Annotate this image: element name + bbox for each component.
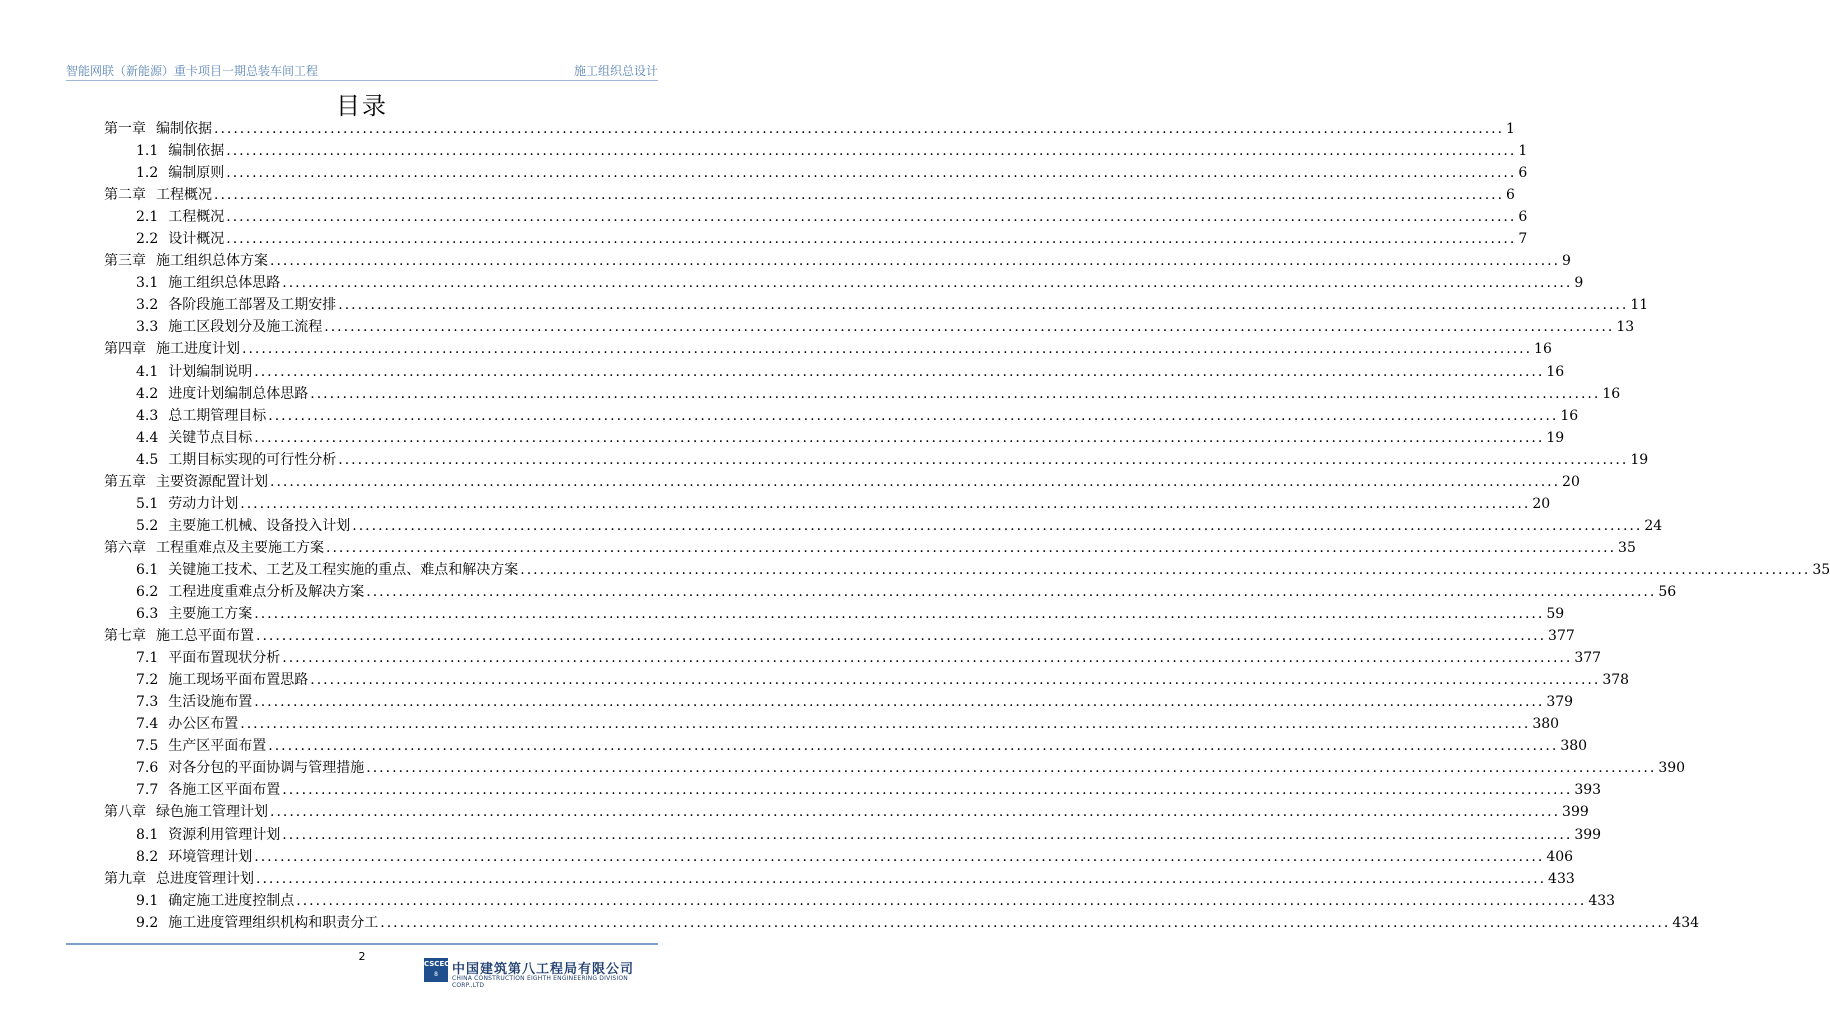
toc-entry-number: 8.1: [136, 826, 159, 843]
toc-entry-number: 9.1: [136, 892, 159, 909]
toc-page-number: 377: [1574, 650, 1602, 667]
toc-section-row[interactable]: [104, 206, 1528, 228]
toc-leader-dots: ........................................................................................................................................................................................................: [366, 583, 1657, 600]
toc-page-number: 1: [1518, 143, 1528, 160]
toc-entry-title: 生产区平面布置: [168, 738, 267, 755]
toc-leader-dots: ........................................................................................................................................................................................................: [270, 473, 1561, 490]
toc-section-row[interactable]: [104, 735, 1588, 757]
toc-entry-number: 第二章: [104, 187, 146, 204]
toc-page-number: 16: [1602, 385, 1621, 402]
toc-entry-number: 第八章: [104, 804, 146, 821]
toc-entry-title: 各施工区平面布置: [168, 782, 281, 799]
toc-entry-title: 平面布置现状分析: [168, 650, 281, 667]
toc-entry-title: 设计概况: [168, 231, 225, 248]
toc-entry-title: 总工期管理目标: [168, 407, 267, 424]
toc-leader-dots: ........................................................................................................................................................................................................: [242, 341, 1533, 358]
toc-page-number: 377: [1548, 628, 1575, 645]
toc-section-row[interactable]: [104, 272, 1584, 294]
toc-entry-number: 3.1: [136, 275, 159, 292]
toc-entry-title: 工程重难点及主要施工方案: [156, 539, 324, 556]
toc-leader-dots: ........................................................................................................................................................................................................: [226, 165, 1517, 182]
toc-section-row[interactable]: [104, 603, 1565, 625]
toc-entry-number: 第四章: [104, 341, 146, 358]
toc-section-row[interactable]: [104, 581, 1677, 603]
toc-entry-number: 4.5: [136, 451, 159, 468]
toc-entry-title: 各阶段施工部署及工期安排: [168, 297, 337, 314]
toc-entry-number: 第六章: [104, 539, 146, 556]
toc-section-row[interactable]: [104, 713, 1560, 735]
toc-section-row[interactable]: [104, 405, 1579, 427]
toc-section-row[interactable]: [104, 515, 1663, 537]
company-logo: [424, 958, 654, 989]
toc-page-number: 59: [1546, 606, 1565, 623]
company-name-en: CHINA CONSTRUCTION EIGHTH ENGINEERING DIVISION CORP.,LTD: [452, 975, 628, 989]
toc-entry-title: 施工进度管理组织机构和职责分工: [168, 914, 379, 931]
toc-section-row[interactable]: [104, 316, 1635, 338]
toc-page-number: 7: [1518, 231, 1528, 248]
toc-entry-title: 环境管理计划: [168, 848, 253, 865]
toc-entry-title: 施工总平面布置: [156, 628, 254, 645]
toc-page-number: 380: [1560, 738, 1588, 755]
toc-entry-title: 资源利用管理计划: [168, 826, 281, 843]
toc-leader-dots: ........................................................................................................................................................................................................: [520, 561, 1811, 578]
toc-entry-number: 7.3: [136, 694, 159, 711]
toc-section-row[interactable]: [104, 559, 1830, 581]
toc-section-row[interactable]: [104, 779, 1602, 801]
toc-entry-number: 5.1: [136, 495, 159, 512]
toc-entry-number: 第九章: [104, 870, 146, 887]
toc-leader-dots: ........................................................................................................................................................................................................: [310, 385, 1601, 402]
toc-entry-title: 工程进度重难点分析及解决方案: [168, 583, 365, 600]
toc-leader-dots: ........................................................................................................................................................................................................: [214, 187, 1505, 204]
toc-entry-title: 生活设施布置: [168, 694, 253, 711]
toc-section-row[interactable]: [104, 890, 1616, 912]
toc-page-number: 399: [1562, 804, 1589, 821]
toc-page-number: 379: [1546, 694, 1574, 711]
toc-leader-dots: ........................................................................................................................................................................................................: [254, 363, 1545, 380]
toc-chapter-row[interactable]: [104, 118, 1515, 140]
toc-page-number: 13: [1616, 319, 1635, 336]
toc-entry-number: 7.4: [136, 716, 159, 733]
toc-section-row[interactable]: [104, 294, 1649, 316]
toc-page-number: 433: [1588, 892, 1616, 909]
header-divider: [66, 80, 658, 81]
toc-page-number: 378: [1602, 672, 1630, 689]
toc-leader-dots: ........................................................................................................................................................................................................: [226, 209, 1517, 226]
toc-page-number: 16: [1546, 363, 1565, 380]
toc-leader-dots: ........................................................................................................................................................................................................: [282, 650, 1573, 667]
toc-entry-number: 7.1: [136, 650, 159, 667]
toc-entry-number: 第七章: [104, 628, 146, 645]
toc-section-row[interactable]: [104, 383, 1621, 405]
toc-entry-number: 2.1: [136, 209, 159, 226]
toc-leader-dots: ........................................................................................................................................................................................................: [282, 275, 1573, 292]
toc-page-number: 56: [1658, 583, 1677, 600]
toc-leader-dots: ........................................................................................................................................................................................................: [214, 121, 1505, 137]
toc-entry-title: 确定施工进度控制点: [168, 892, 295, 909]
table-of-contents: [104, 118, 1830, 934]
toc-leader-dots: ........................................................................................................................................................................................................: [226, 143, 1517, 160]
toc-leader-dots: ........................................................................................................................................................................................................: [324, 319, 1615, 336]
toc-page-number: 6: [1518, 209, 1528, 226]
toc-leader-dots: ........................................................................................................................................................................................................: [240, 716, 1531, 733]
toc-page-number: 16: [1560, 407, 1579, 424]
toc-entry-number: 3.3: [136, 319, 159, 336]
toc-leader-dots: ........................................................................................................................................................................................................: [254, 848, 1545, 865]
toc-entry-number: 4.4: [136, 429, 159, 446]
toc-entry-title: 关键节点目标: [168, 429, 253, 446]
toc-chapter-row[interactable]: [104, 868, 1575, 890]
toc-chapter-row[interactable]: [104, 338, 1552, 360]
toc-entry-title: 施工组织总体思路: [168, 275, 281, 292]
toc-entry-title: 编制原则: [168, 165, 225, 182]
toc-page-number: 19: [1630, 451, 1649, 468]
toc-page-number: 6: [1506, 187, 1515, 204]
toc-entry-title: 工期目标实现的可行性分析: [168, 451, 337, 468]
toc-leader-dots: ........................................................................................................................................................................................................: [366, 760, 1657, 777]
toc-leader-dots: ........................................................................................................................................................................................................: [282, 782, 1573, 799]
toc-section-row[interactable]: [104, 846, 1574, 868]
toc-page-number: 6: [1518, 165, 1528, 182]
toc-entry-number: 7.5: [136, 738, 159, 755]
toc-entry-number: 4.2: [136, 385, 159, 402]
toc-page-number: 390: [1658, 760, 1686, 777]
toc-entry-number: 第五章: [104, 473, 146, 490]
page-number: 2: [358, 950, 366, 963]
toc-leader-dots: ........................................................................................................................................................................................................: [380, 914, 1671, 931]
toc-section-row[interactable]: [104, 912, 1700, 934]
toc-entry-number: 7.2: [136, 672, 159, 689]
toc-page-number: 434: [1672, 914, 1700, 931]
toc-leader-dots: ........................................................................................................................................................................................................: [256, 628, 1547, 645]
toc-entry-number: 6.2: [136, 583, 159, 600]
toc-entry-title: 施工组织总体方案: [156, 253, 268, 270]
toc-entry-title: 对各分包的平面协调与管理措施: [168, 760, 365, 777]
toc-leader-dots: ........................................................................................................................................................................................................: [326, 539, 1617, 556]
toc-leader-dots: ........................................................................................................................................................................................................: [268, 738, 1559, 755]
toc-leader-dots: ........................................................................................................................................................................................................: [254, 694, 1545, 711]
toc-section-row[interactable]: [104, 824, 1602, 846]
toc-leader-dots: ........................................................................................................................................................................................................: [338, 451, 1629, 468]
toc-entry-number: 第一章: [104, 121, 146, 137]
toc-entry-number: 7.6: [136, 760, 159, 777]
header-document-name: 施工组织总设计: [573, 64, 658, 78]
toc-leader-dots: ........................................................................................................................................................................................................: [256, 870, 1547, 887]
toc-page-number: 11: [1630, 297, 1649, 314]
toc-entry-title: 施工区段划分及施工流程: [168, 319, 323, 336]
toc-section-row[interactable]: [104, 449, 1649, 471]
toc-section-row[interactable]: [104, 647, 1602, 669]
toc-page-number: 380: [1532, 716, 1560, 733]
toc-entry-number: 5.2: [136, 517, 159, 534]
toc-entry-title: 编制依据: [156, 121, 212, 137]
toc-entry-title: 计划编制说明: [168, 363, 253, 380]
toc-section-row[interactable]: [104, 140, 1528, 162]
toc-entry-title: 主要施工机械、设备投入计划: [168, 517, 351, 534]
toc-leader-dots: ........................................................................................................................................................................................................: [296, 892, 1587, 909]
toc-entry-title: 施工现场平面布置思路: [168, 672, 309, 689]
toc-entry-number: 3.2: [136, 297, 159, 314]
toc-section-row[interactable]: [104, 757, 1686, 779]
toc-entry-title: 主要施工方案: [168, 606, 253, 623]
toc-section-row[interactable]: [104, 361, 1565, 383]
toc-entry-number: 4.3: [136, 407, 159, 424]
toc-leader-dots: ........................................................................................................................................................................................................: [254, 606, 1545, 623]
toc-entry-number: 1.1: [136, 143, 159, 160]
toc-page-number: 24: [1644, 517, 1663, 534]
toc-page-number: 433: [1548, 870, 1575, 887]
toc-entry-title: 主要资源配置计划: [156, 473, 268, 490]
toc-section-row[interactable]: [104, 691, 1574, 713]
toc-chapter-row[interactable]: [104, 801, 1589, 823]
toc-leader-dots: ........................................................................................................................................................................................................: [254, 429, 1545, 446]
toc-leader-dots: ........................................................................................................................................................................................................: [338, 297, 1629, 314]
toc-entry-title: 关键施工技术、工艺及工程实施的重点、难点和解决方案: [168, 561, 519, 578]
toc-entry-number: 2.2: [136, 231, 159, 248]
toc-entry-title: 进度计划编制总体思路: [168, 385, 309, 402]
toc-leader-dots: ........................................................................................................................................................................................................: [240, 495, 1531, 512]
toc-chapter-row[interactable]: [104, 184, 1515, 206]
toc-page-number: 1: [1506, 121, 1515, 137]
page-header: [66, 62, 658, 80]
toc-leader-dots: ........................................................................................................................................................................................................: [282, 826, 1573, 843]
toc-chapter-row[interactable]: [104, 537, 1636, 559]
toc-entry-number: 4.1: [136, 363, 159, 380]
toc-leader-dots: ........................................................................................................................................................................................................: [270, 253, 1561, 270]
toc-entry-number: 8.2: [136, 848, 159, 865]
toc-entry-number: 1.2: [136, 165, 159, 182]
toc-page-number: 16: [1534, 341, 1552, 358]
toc-entry-number: 9.2: [136, 914, 159, 931]
toc-entry-number: 7.7: [136, 782, 159, 799]
toc-page-number: 19: [1546, 429, 1565, 446]
toc-page-number: 393: [1574, 782, 1602, 799]
toc-entry-title: 施工进度计划: [156, 341, 240, 358]
toc-entry-title: 劳动力计划: [168, 495, 239, 512]
toc-entry-title: 工程概况: [168, 209, 225, 226]
toc-section-row[interactable]: [104, 228, 1528, 250]
toc-page-number: 399: [1574, 826, 1602, 843]
toc-page-number: 35: [1812, 561, 1830, 578]
toc-leader-dots: ........................................................................................................................................................................................................: [310, 672, 1601, 689]
toc-section-row[interactable]: [104, 427, 1565, 449]
company-name-cn: 中国建筑第八工程局有限公司: [452, 962, 635, 977]
toc-page-number: 35: [1618, 539, 1636, 556]
toc-entry-number: 第三章: [104, 253, 146, 270]
toc-leader-dots: ........................................................................................................................................................................................................: [268, 407, 1559, 424]
toc-leader-dots: ........................................................................................................................................................................................................: [270, 804, 1561, 821]
cscec-logo-icon: CSCEC 8: [424, 958, 448, 982]
toc-leader-dots: ........................................................................................................................................................................................................: [352, 517, 1643, 534]
toc-entry-title: 绿色施工管理计划: [156, 804, 268, 821]
toc-chapter-row[interactable]: [104, 625, 1575, 647]
header-project-name: 智能网联（新能源）重卡项目一期总装车间工程: [66, 64, 319, 78]
toc-entry-title: 编制依据: [168, 143, 225, 160]
toc-page-number: 406: [1546, 848, 1574, 865]
toc-leader-dots: ........................................................................................................................................................................................................: [226, 231, 1517, 248]
toc-page-number: 9: [1574, 275, 1584, 292]
toc-entry-title: 工程概况: [156, 187, 212, 204]
toc-title: 目录: [336, 92, 388, 120]
footer-divider: [66, 943, 658, 945]
toc-entry-title: 办公区布置: [168, 716, 239, 733]
toc-page-number: 9: [1562, 253, 1571, 270]
toc-section-row[interactable]: [104, 669, 1630, 691]
toc-section-row[interactable]: [104, 493, 1551, 515]
toc-entry-title: 总进度管理计划: [156, 870, 254, 887]
toc-entry-number: 6.3: [136, 606, 159, 623]
toc-page-number: 20: [1562, 473, 1580, 490]
toc-page-number: 20: [1532, 495, 1551, 512]
toc-section-row[interactable]: [104, 162, 1528, 184]
toc-chapter-row[interactable]: [104, 250, 1571, 272]
toc-chapter-row[interactable]: [104, 471, 1580, 493]
toc-entry-number: 6.1: [136, 561, 159, 578]
